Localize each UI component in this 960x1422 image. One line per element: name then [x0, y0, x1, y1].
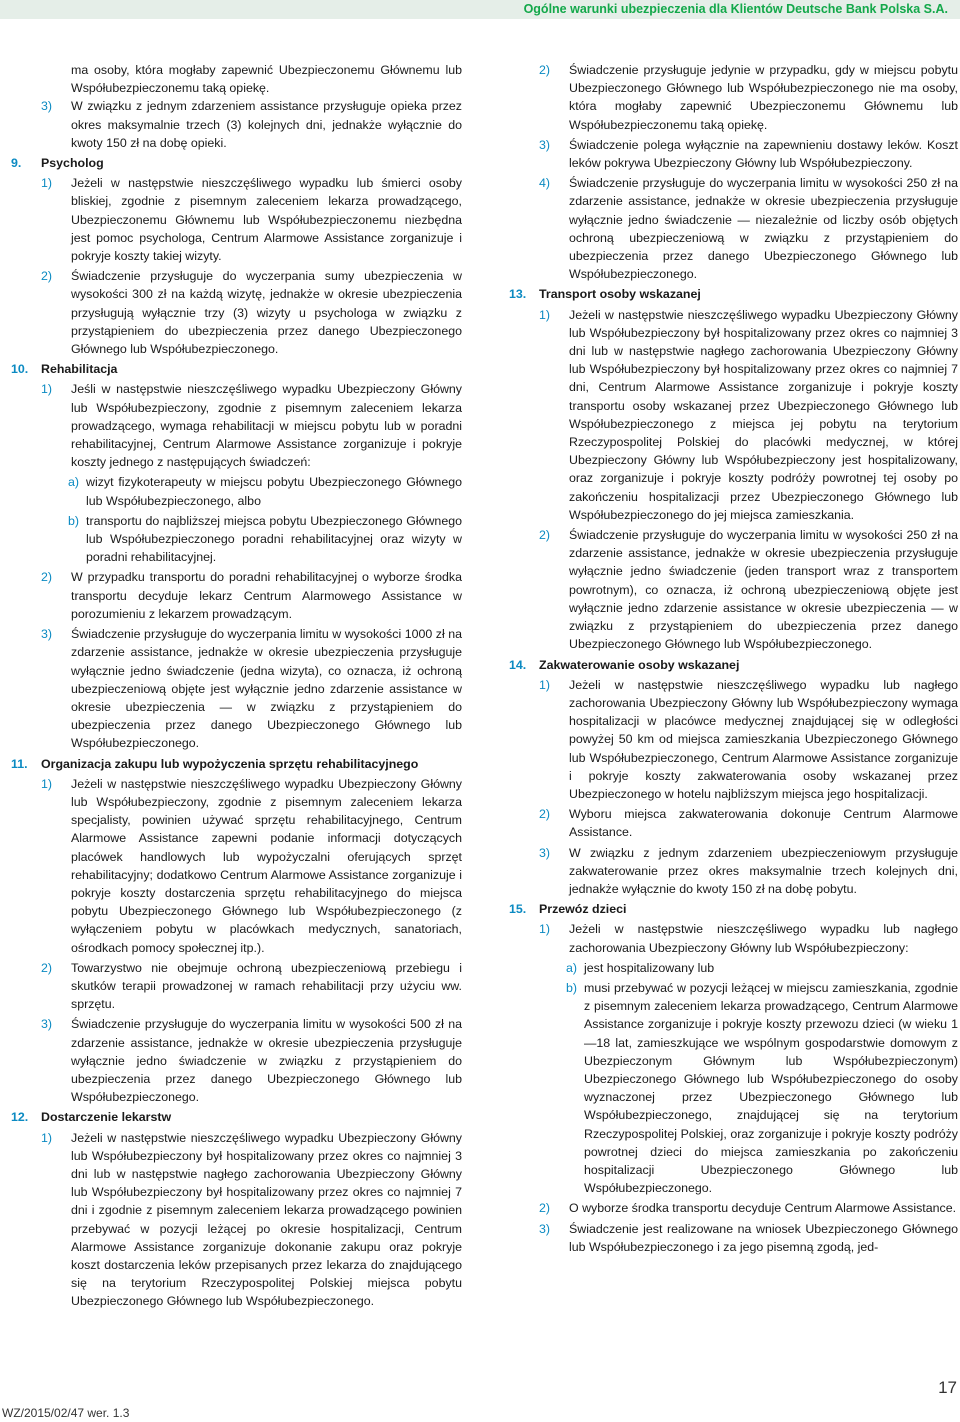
list-item: [509, 805, 958, 841]
item-number: 3): [539, 137, 551, 152]
item-number: 4): [539, 176, 551, 191]
list-item: [509, 61, 958, 134]
item-text: Jeżeli w następstwie nieszczęśliwego wypadku lub śmierci osoby bliskiej, zgodnie z pisemnym zaleceniem lekarza prowadzącego, Ubezpieczonemu Głównemu lub Współubezpieczonemu niezbędna jest pomoc psychologa, Centrum Alarmowe Assistance zorganizuje i pokryje koszty takiej wizyty.: [71, 176, 462, 264]
list-item: [11, 775, 462, 957]
section-number: 11.: [11, 756, 28, 771]
item-text: Jeżeli w następstwie nieszczęśliwego wypadku Ubezpieczony Główny lub Współubezpieczony był hospitalizowany przez okres co najmniej 3 dni lub w następstwie nagłego zachorowania Ubezpieczony Główny lub Współubezpieczony był hospitalizowany przez okres co najmniej 7 dni i zgodnie z pisemnym zaleceniem lekarza prowadzącego powinien przebywać w pozycji leżącej po okresie hospitalizacji, Centrum Alarmowe Assistance zorganizuje dokonanie zakupu oraz pokryje koszt dostarczenia leków przepisanych przez lekarza do znajdującego się na terytorium Rzeczypospolitej Polskiej miejsca pobytu Ubezpieczonego Głównego lub Współubezpieczonego.: [71, 1130, 462, 1309]
section-heading: [509, 656, 958, 674]
item-text: O wyborze środka transportu decyduje Centrum Alarmowe Assistance.: [569, 1201, 957, 1216]
item-number: 3): [41, 99, 53, 114]
item-text: Towarzystwo nie obejmuje ochroną ubezpieczeniową przebiegu i skutków terapii prowadzonej w ramach rehabilitacji przy użyciu ww. sprzętu.: [71, 960, 462, 1012]
left-column: [11, 61, 462, 1313]
item-text: Świadczenie przysługuje do wyczerpania limitu w wysokości 1000 zł na zdarzenie assistance, jednakże w okresie ubezpieczenia przysługuje wyłącznie jedno świadczenie (jedna wizyta), co oznacza, iż ochroną ubezpieczeniową objęte jest wyłącznie jedno zdarzenie assistance w okresie ubezpieczenia — w związku z przystąpieniem do ubezpieczenia przez danego Ubezpieczonego Głównego lub Współubezpieczonego.: [71, 627, 462, 751]
section-number: 9.: [11, 156, 22, 171]
list-item: [509, 920, 958, 956]
list-item: [11, 1015, 462, 1106]
header-bar: [0, 0, 960, 19]
item-text: Świadczenie przysługuje do wyczerpania limitu w wysokości 250 zł na zdarzenie assistance, jednakże w okresie ubezpieczenia przysługuje wyłącznie jedno świadczenie — niezależnie od liczby osób objętych ochroną ubezpieczeniową w związku z przystąpieniem do ubezpieczenia przez danego Ubezpieczonego Głównego lub Współubezpieczonego.: [569, 176, 958, 282]
item-number: 1): [539, 307, 551, 322]
list-item: [509, 1199, 958, 1217]
section-title: Przewóz dzieci: [539, 902, 627, 917]
item-text: Świadczenie przysługuje do wyczerpania limitu w wysokości 250 zł na zdarzenie assistance, jednakże w okresie ubezpieczenia przysługuje wyłącznie jedno świadczenie (jeden transport wraz z transportem powrotnym), co oznacza, iż ochroną ubezpieczeniową objęte jest wyłącznie jedno zdarzenie assistance w okresie ubezpieczenia — w związku z przystąpieniem do ubezpieczenia przez danego Ubezpieczonego Głównego lub Współubezpieczonego.: [569, 528, 958, 652]
item-text: W związku z jednym zdarzeniem assistance przysługuje opieka przez okres maksymalnie trzech (3) kolejnych dni, jednakże wyłącznie do kwoty 150 zł na dobę opieki.: [71, 99, 462, 150]
sub-item-text: jest hospitalizowany lub: [584, 960, 715, 975]
item-number: 3): [539, 1221, 551, 1236]
item-number: 1): [41, 176, 53, 191]
sub-item: [509, 979, 958, 1197]
item-number: 2): [41, 570, 53, 585]
continued-paragraph: ma osoby, która mogłaby zapewnić Ubezpieczonemu Głównemu lub Współubezpieczonemu taką opiekę.: [71, 63, 462, 96]
sub-item-text: wizyt fizykoterapeuty w miejscu pobytu Ubezpieczonego Głównego lub Współubezpieczonego, albo: [86, 475, 462, 508]
section-title: Organizacja zakupu lub wypożyczenia sprzętu rehabilitacyjnego: [41, 756, 419, 771]
sub-item: [509, 959, 958, 977]
section-title: Transport osoby wskazanej: [539, 287, 701, 302]
sub-item-letter: a): [566, 960, 578, 975]
section-heading: [11, 755, 462, 773]
item-number: 2): [539, 1201, 551, 1216]
item-text: Świadczenie przysługuje do wyczerpania sumy ubezpieczenia w wysokości 300 zł na każdą wizytę, jednakże w okresie ubezpieczenia przysługują wyłącznie trzy (3) wizyty u psychologa w związku z przystąpieniem do ubezpieczenia przez danego Ubezpieczonego Głównego lub Współubezpieczonego.: [71, 269, 462, 357]
item-text: Jeżeli w następstwie nieszczęśliwego wypadku Ubezpieczony Główny lub Współubezpieczony był hospitalizowany przez okres co najmniej 3 dni lub w następstwie nagłego zachorowania Ubezpieczony Główny lub Współubezpieczony był hospitalizowany przez okres co najmniej 7 dni, Centrum Alarmowe Assistance zorganizuje i pokryje koszty transportu osoby wskazanej przez Ubezpieczonego Głównego lub Współubezpieczonego z miejsca jej pobytu na terytorium Rzeczypospolitej Polskiej do placówki medycznej, w której Ubezpieczony Główny lub Współubezpieczony jest hospitalizowany, oraz zorganizuje i pokryje koszty podróży powrotnej tej osoby po zakończeniu hospitalizacji przez Ubezpieczonego Głównego lub Współubezpieczonego do jej miejsca zamieszkania.: [569, 307, 958, 522]
section-title: Dostarczenie lekarstw: [41, 1110, 172, 1125]
item-text: Wyboru miejsca zakwaterowania dokonuje Centrum Alarmowe Assistance.: [569, 807, 958, 840]
item-number: 1): [539, 677, 551, 692]
list-item: [509, 526, 958, 653]
sub-item-letter: b): [68, 513, 80, 528]
right-column: [509, 61, 958, 1258]
item-number: 3): [41, 627, 53, 642]
list-item: [509, 844, 958, 899]
sub-item-letter: a): [68, 475, 80, 490]
item-number: 1): [539, 922, 551, 937]
list-item: [11, 1129, 462, 1311]
list-item: [11, 380, 462, 471]
list-item: [11, 174, 462, 265]
item-text: Jeśli w następstwie nieszczęśliwego wypadku Ubezpieczony Główny lub Współubezpieczony, zgodnie z pisemnym zaleceniem lekarza prowadzącego, wymaga rehabilitacji w miejscu pobytu lub w poradni rehabilitacyjnej, Centrum Alarmowe Assistance zorganizuje i pokryje koszty jednego z następujących świadczeń:: [71, 382, 462, 470]
item-number: 3): [539, 845, 551, 860]
section-heading: [11, 360, 462, 378]
list-item: [509, 1220, 958, 1256]
section-number: 15.: [509, 902, 527, 917]
list-item: [11, 959, 462, 1014]
sub-item-letter: b): [566, 980, 578, 995]
list-item: [11, 625, 462, 752]
item-text: Świadczenie polega wyłącznie na zapewnieniu dostawy leków. Koszt leków pokrywa Ubezpieczony Główny lub Współubezpieczony.: [569, 137, 958, 171]
section-number: 14.: [509, 657, 527, 672]
sub-item-text: transportu do najbliższej miejsca pobytu Ubezpieczonego Głównego lub Współubezpieczonego poradni rehabilitacyjnej oraz wizyty w poradni rehabilitacyjnej.: [86, 513, 462, 565]
item-number: 2): [539, 807, 551, 822]
item-text: W przypadku transportu do poradni rehabilitacyjnej o wyborze środka transportu decyduje lekarz Centrum Alarmowego Assistance w porozumieniu z lekarzem prowadzącym.: [71, 570, 462, 621]
section-number: 13.: [509, 287, 527, 302]
section-heading: [11, 154, 462, 172]
list-item: [11, 267, 462, 358]
section-number: 12.: [11, 1110, 29, 1125]
item-text: W związku z jednym zdarzeniem ubezpieczeniowym przysługuje zakwaterowanie przez okres maksymalnie trzech kolejnych dni, jednakże wyłącznie do kwoty 150 zł na dobę pobytu.: [569, 845, 958, 896]
sub-item-text: musi przebywać w pozycji leżącej w miejscu zamieszkania, zgodnie z pisemnym zaleceniem lekarza prowadzącego, Centrum Alarmowe Assistance zorganizuje i pokryje koszty przewozu dzieci (w wieku 1—18 lat, zamieszkujące we wspólnym gospodarstwie domowym z Ubezpieczonym Głównym lub Współubezpieczonym) Ubezpieczonego Głównego lub Współubezpieczonego do osoby wyznaczonej przez Ubezpieczonego Głównego lub Współubezpieczonego, znajdującej się na terytorium Rzeczypospolitej Polskiej, oraz zorganizuje i pokryje koszty podróży powrotnej dzieci do miejsca zamieszkania po zakończeniu hospitalizacji Ubezpieczonego Głównego lub Współubezpieczonego.: [584, 980, 958, 1196]
item-number: 1): [41, 1130, 53, 1145]
sub-item: [11, 512, 462, 567]
item-number: 2): [539, 63, 551, 77]
sub-item: [11, 473, 462, 509]
list-item: [509, 174, 958, 283]
section-heading: [509, 285, 958, 303]
item-text: Świadczenie przysługuje jedynie w przypadku, gdy w miejscu pobytu Ubezpieczonego Głównego lub Współubezpieczonego nie ma osoby, która mogłaby zapewnić Ubezpieczonemu Głównemu lub Współubezpieczonemu taką opiekę.: [569, 63, 958, 132]
item-number: 2): [539, 528, 551, 543]
item-text: Jeżeli w następstwie nieszczęśliwego wypadku lub nagłego zachorowania Ubezpieczony Główny lub Współubezpieczony wymaga hospitalizacji w placówce medycznej znajdującej się w odległości powyżej 50 km od miejsca zamieszkania Ubezpieczonego Głównego lub Współubezpieczonego, Centrum Alarmowe Assistance zorganizuje i pokryje koszty zakwaterowania osoby wskazanej przez Ubezpieczonego w hotelu najbliższym miejsca jego hospitalizacji.: [569, 677, 958, 801]
section-title: Rehabilitacja: [41, 362, 118, 377]
section-title: Psycholog: [41, 156, 104, 171]
item-text: Jeżeli w następstwie nieszczęśliwego wypadku Ubezpieczony Główny lub Współubezpieczony, zgodnie z pisemnym zaleceniem lekarza specjalisty, powinien używać sprzętu rehabilitacyjnego, Centrum Alarmowe Assistance zapewni podanie informacji dotyczących placówek handlowych lub wypożyczalni oferujących sprzęt rehabilitacyjny; dodatkowo Centrum Alarmowe Assistance zorganizuje i pokryje koszty dostarczenia sprzętu rehabilitacyjnego do miejsca pobytu Ubezpieczonego Głównego lub Współubezpieczonego (z wyłączeniem pobytu w placówkach medycznych, sanatoriach, ośrodkach pomocy społecznej itp.).: [71, 776, 462, 955]
document-title: Ogólne warunki ubezpieczenia dla Klientów Deutsche Bank Polska S.A.: [523, 2, 948, 16]
list-item: [11, 568, 462, 623]
list-item: [509, 676, 958, 803]
list-item: [11, 97, 462, 152]
item-number: 2): [41, 960, 53, 975]
item-number: 1): [41, 776, 53, 791]
section-title: Zakwaterowanie osoby wskazanej: [539, 657, 740, 672]
item-number: 1): [41, 382, 53, 397]
section-heading: [509, 900, 958, 918]
item-text: Świadczenie przysługuje do wyczerpania limitu w wysokości 500 zł na zdarzenie assistance, jednakże w okresie ubezpieczenia przysługuje wyłącznie jedno świadczenie w związku z przystąpieniem do ubezpieczenia przez danego Ubezpieczonego Głównego lub Współubezpieczonego.: [71, 1017, 462, 1105]
section-heading: [11, 1108, 462, 1126]
item-text: Jeżeli w następstwie nieszczęśliwego wypadku lub nagłego zachorowania Ubezpieczony Główny lub Współubezpieczony:: [569, 922, 958, 955]
list-item: [509, 136, 958, 172]
list-item: [509, 306, 958, 524]
item-text: Świadczenie jest realizowane na wniosek Ubezpieczonego Głównego lub Współubezpieczonego i za jego pisemną zgodą, jed-: [569, 1221, 958, 1254]
page-number: 17: [938, 1378, 957, 1397]
section-number: 10.: [11, 362, 29, 377]
item-number: 2): [41, 269, 53, 284]
item-number: 3): [41, 1017, 53, 1032]
document-version: WZ/2015/02/47 wer. 1.3: [2, 1406, 130, 1420]
